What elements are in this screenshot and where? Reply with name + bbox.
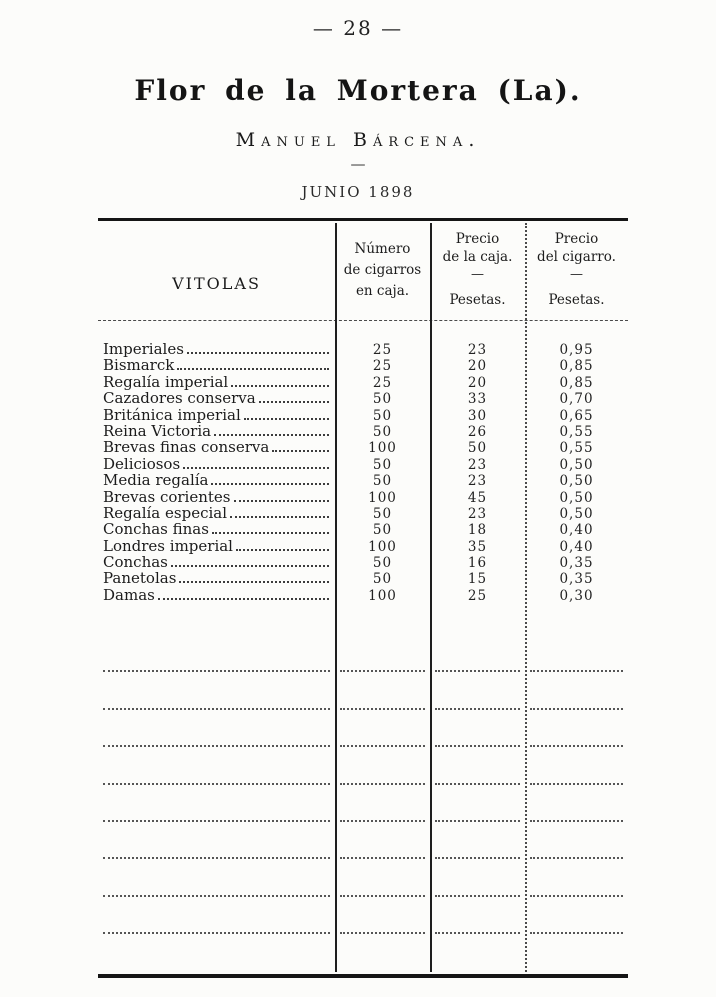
blank-cell [98, 781, 335, 785]
cigar-price-cell: 0,85 [559, 374, 594, 391]
blank-cell [525, 930, 628, 934]
cigar-price-cell: 0,85 [559, 358, 594, 375]
dotted-rule [340, 855, 425, 859]
blank-cell [430, 781, 525, 785]
blank-row [98, 859, 628, 896]
title-separator: — [350, 155, 366, 173]
vitola-cell [98, 456, 335, 472]
dotted-rule [103, 855, 330, 859]
header-dash: — [471, 267, 484, 283]
dot-leader [212, 532, 329, 534]
cigar-price-cell: 0,70 [559, 391, 594, 408]
dotted-rule [530, 855, 623, 859]
cigar-price-cell: 0,95 [559, 342, 594, 358]
vitola-cell [98, 505, 335, 521]
cigar-price-cell: 0,35 [559, 571, 594, 588]
dot-leader [179, 581, 329, 583]
dotted-rule [530, 781, 623, 785]
dotted-rule [340, 743, 425, 747]
vitola-cell [98, 390, 335, 406]
dotted-rule [340, 818, 425, 822]
blank-cell [430, 855, 525, 859]
blank-row [98, 934, 628, 960]
dotted-rule [530, 930, 623, 934]
box-price-cell: 30 [467, 407, 488, 424]
blank-cell [335, 855, 430, 859]
blank-cell [335, 818, 430, 822]
cigars-count-cell: 100 [368, 538, 397, 555]
header-line: Precio [455, 231, 500, 248]
blank-cell [430, 893, 525, 897]
blank-row [98, 672, 628, 709]
cigars-count-cell: 50 [372, 571, 393, 588]
box-price-cell: 16 [467, 555, 488, 572]
dotted-rule [435, 855, 520, 859]
cigars-count-cell: 50 [372, 391, 393, 408]
blank-cell [525, 818, 628, 822]
table-row [98, 439, 628, 455]
blank-cell [525, 668, 628, 672]
cigar-price-cell: 0,40 [559, 522, 594, 539]
blank-row [98, 822, 628, 859]
vitola-name: Imperiales [103, 340, 184, 358]
vitola-cell [98, 423, 335, 439]
dotted-rule [530, 706, 623, 710]
blank-cell [98, 893, 335, 897]
box-price-cell: 20 [467, 358, 488, 375]
blank-cell [430, 743, 525, 747]
document-date: JUNIO 1898 [301, 183, 415, 201]
header-cigars-per-box [335, 221, 430, 320]
vitola-cell [98, 489, 335, 505]
dotted-rule [103, 706, 330, 710]
blank-rows-section [98, 635, 628, 960]
dotted-rule [340, 893, 425, 897]
vitola-cell [98, 357, 335, 373]
header-cigar-price [525, 221, 628, 320]
box-price-cell: 33 [467, 391, 488, 408]
cigar-price-cell: 0,50 [559, 505, 594, 522]
blank-row [98, 635, 628, 672]
box-price-cell: 45 [467, 489, 488, 506]
table-row [98, 521, 628, 537]
header-line: de cigarros [343, 262, 422, 279]
vitola-name: Reina Victoria [103, 421, 212, 440]
dot-leader [214, 434, 329, 436]
dotted-rule [530, 818, 623, 822]
dotted-rule [103, 818, 330, 822]
vitola-cell [98, 538, 335, 554]
cigars-count-cell: 50 [372, 407, 393, 424]
vitola-cell [98, 570, 335, 586]
vitola-name: Regalía imperial [103, 372, 229, 391]
box-price-cell: 25 [467, 587, 488, 604]
table-row [98, 570, 628, 586]
document-subtitle: Manuel Bárcena. [235, 129, 481, 151]
box-price-cell: 23 [467, 342, 488, 358]
dotted-rule [435, 706, 520, 710]
cigar-price-cell: 0,55 [559, 423, 594, 440]
dotted-rule [103, 743, 330, 747]
dot-leader [259, 401, 329, 403]
table-row [98, 505, 628, 521]
dot-leader [187, 352, 329, 354]
vitola-name: Cazadores conserva [103, 389, 256, 408]
blank-cell [98, 930, 335, 934]
cigars-count-cell: 50 [372, 423, 393, 440]
header-line: en caja. [355, 282, 410, 299]
blank-cell [335, 706, 430, 710]
blank-cell [430, 668, 525, 672]
box-price-cell: 23 [467, 505, 488, 522]
cigar-price-cell: 0,55 [559, 440, 594, 457]
cigars-count-cell: 25 [372, 374, 393, 391]
cigars-count-cell: 25 [372, 358, 393, 375]
blank-cell [430, 706, 525, 710]
dotted-rule [340, 781, 425, 785]
table-row [98, 357, 628, 373]
vitola-name: Brevas finas conserva [103, 438, 270, 457]
dot-leader [230, 516, 329, 518]
vitola-cell [98, 472, 335, 488]
dotted-rule [435, 893, 520, 897]
cigar-price-cell: 0,50 [559, 489, 594, 506]
table-row [98, 374, 628, 390]
blank-cell [335, 930, 430, 934]
vitola-cell [98, 374, 335, 390]
table-row [98, 407, 628, 423]
table-row [98, 538, 628, 554]
box-price-cell: 18 [467, 522, 488, 539]
dot-leader [177, 368, 329, 370]
table-body [98, 321, 628, 613]
blank-cell [525, 855, 628, 859]
vitola-name: Panetolas [103, 569, 177, 588]
blank-cell [335, 781, 430, 785]
dotted-rule [435, 818, 520, 822]
dot-leader [211, 483, 329, 485]
cigar-price-cell: 0,50 [559, 473, 594, 490]
table-row [98, 390, 628, 406]
cigars-count-cell: 50 [372, 473, 393, 490]
blank-cell [525, 743, 628, 747]
cigars-count-cell: 100 [368, 440, 397, 457]
dot-leader [231, 385, 329, 387]
header-dash: — [570, 267, 583, 283]
table-row [98, 423, 628, 439]
box-price-cell: 23 [467, 456, 488, 473]
blank-cell [525, 706, 628, 710]
dotted-rule [103, 893, 330, 897]
table-row [98, 489, 628, 505]
vitola-cell [98, 439, 335, 455]
vitola-name: Deliciosos [103, 454, 181, 473]
dotted-rule [435, 930, 520, 934]
cigars-count-cell: 25 [372, 342, 393, 358]
dotted-rule [530, 743, 623, 747]
dotted-rule [340, 668, 425, 672]
header-line: de la caja. [442, 248, 513, 265]
dot-leader [158, 598, 329, 600]
dot-leader [183, 467, 329, 469]
vitola-name: Media regalía [103, 471, 209, 490]
blank-cell [335, 668, 430, 672]
vitola-name: Damas [103, 585, 155, 604]
cigar-price-cell: 0,50 [559, 456, 594, 473]
header-box-price [430, 221, 525, 320]
dot-leader [244, 418, 329, 420]
blank-cell [98, 818, 335, 822]
cigars-count-cell: 50 [372, 555, 393, 572]
blank-cell [430, 818, 525, 822]
blank-cell [525, 781, 628, 785]
blank-row [98, 785, 628, 822]
dotted-rule [530, 893, 623, 897]
blank-cell [335, 893, 430, 897]
header-line: del cigarro. [537, 248, 616, 265]
box-price-cell: 20 [467, 374, 488, 391]
vitola-cell [98, 587, 335, 603]
table-row [98, 456, 628, 472]
document-title: Flor de la Mortera (La). [134, 74, 582, 107]
cigars-count-cell: 100 [368, 587, 397, 604]
cigar-price-cell: 0,30 [559, 587, 594, 604]
header-vitolas [98, 221, 335, 320]
header-line: Precio [554, 231, 599, 248]
vitola-cell [98, 554, 335, 570]
table-row [98, 587, 628, 603]
table-header [98, 221, 628, 321]
dot-leader [272, 450, 329, 452]
blank-row [98, 897, 628, 934]
cigars-count-cell: 50 [372, 456, 393, 473]
vitola-cell [98, 341, 335, 357]
vitola-name: Conchas [103, 553, 168, 572]
dotted-rule [103, 781, 330, 785]
blank-row [98, 710, 628, 747]
box-price-cell: 15 [467, 571, 488, 588]
price-table [98, 218, 628, 978]
blank-cell [98, 668, 335, 672]
header-vitolas-label: VITOLAS [172, 274, 261, 293]
blank-cell [98, 855, 335, 859]
cigars-count-cell: 50 [372, 505, 393, 522]
blank-cell [525, 893, 628, 897]
box-price-cell: 35 [467, 538, 488, 555]
blank-cell [98, 706, 335, 710]
vitola-cell [98, 521, 335, 537]
header-pesetas: Pesetas. [449, 292, 506, 309]
blank-row [98, 747, 628, 784]
vitola-name: Británica imperial [103, 405, 241, 424]
vitola-cell [98, 407, 335, 423]
dot-leader [171, 565, 329, 567]
table-row [98, 554, 628, 570]
cigar-price-cell: 0,40 [559, 538, 594, 555]
header-line: Número [354, 241, 411, 258]
cigars-count-cell: 50 [372, 522, 393, 539]
vitola-name: Brevas corientes [103, 487, 231, 506]
table-row [98, 472, 628, 488]
box-price-cell: 26 [467, 423, 488, 440]
dotted-rule [435, 743, 520, 747]
dotted-rule [530, 668, 623, 672]
dot-leader [236, 549, 329, 551]
vitola-name: Bismarck [103, 356, 175, 375]
cigar-price-cell: 0,35 [559, 555, 594, 572]
vitola-name: Londres imperial [103, 536, 233, 555]
cigar-price-cell: 0,65 [559, 407, 594, 424]
table-row [98, 341, 628, 357]
dotted-rule [103, 668, 330, 672]
blank-cell [335, 743, 430, 747]
dotted-rule [340, 930, 425, 934]
dotted-rule [340, 706, 425, 710]
dotted-rule [103, 930, 330, 934]
header-pesetas: Pesetas. [548, 292, 605, 309]
cigars-count-cell: 100 [368, 489, 397, 506]
blank-cell [98, 743, 335, 747]
vitola-name: Conchas finas [103, 520, 209, 539]
box-price-cell: 23 [467, 473, 488, 490]
dotted-rule [435, 668, 520, 672]
page-number: — 28 — [312, 16, 404, 40]
box-price-cell: 50 [467, 440, 488, 457]
blank-cell [430, 930, 525, 934]
dotted-rule [435, 781, 520, 785]
vitola-name: Regalía especial [103, 503, 228, 522]
dot-leader [234, 500, 330, 502]
